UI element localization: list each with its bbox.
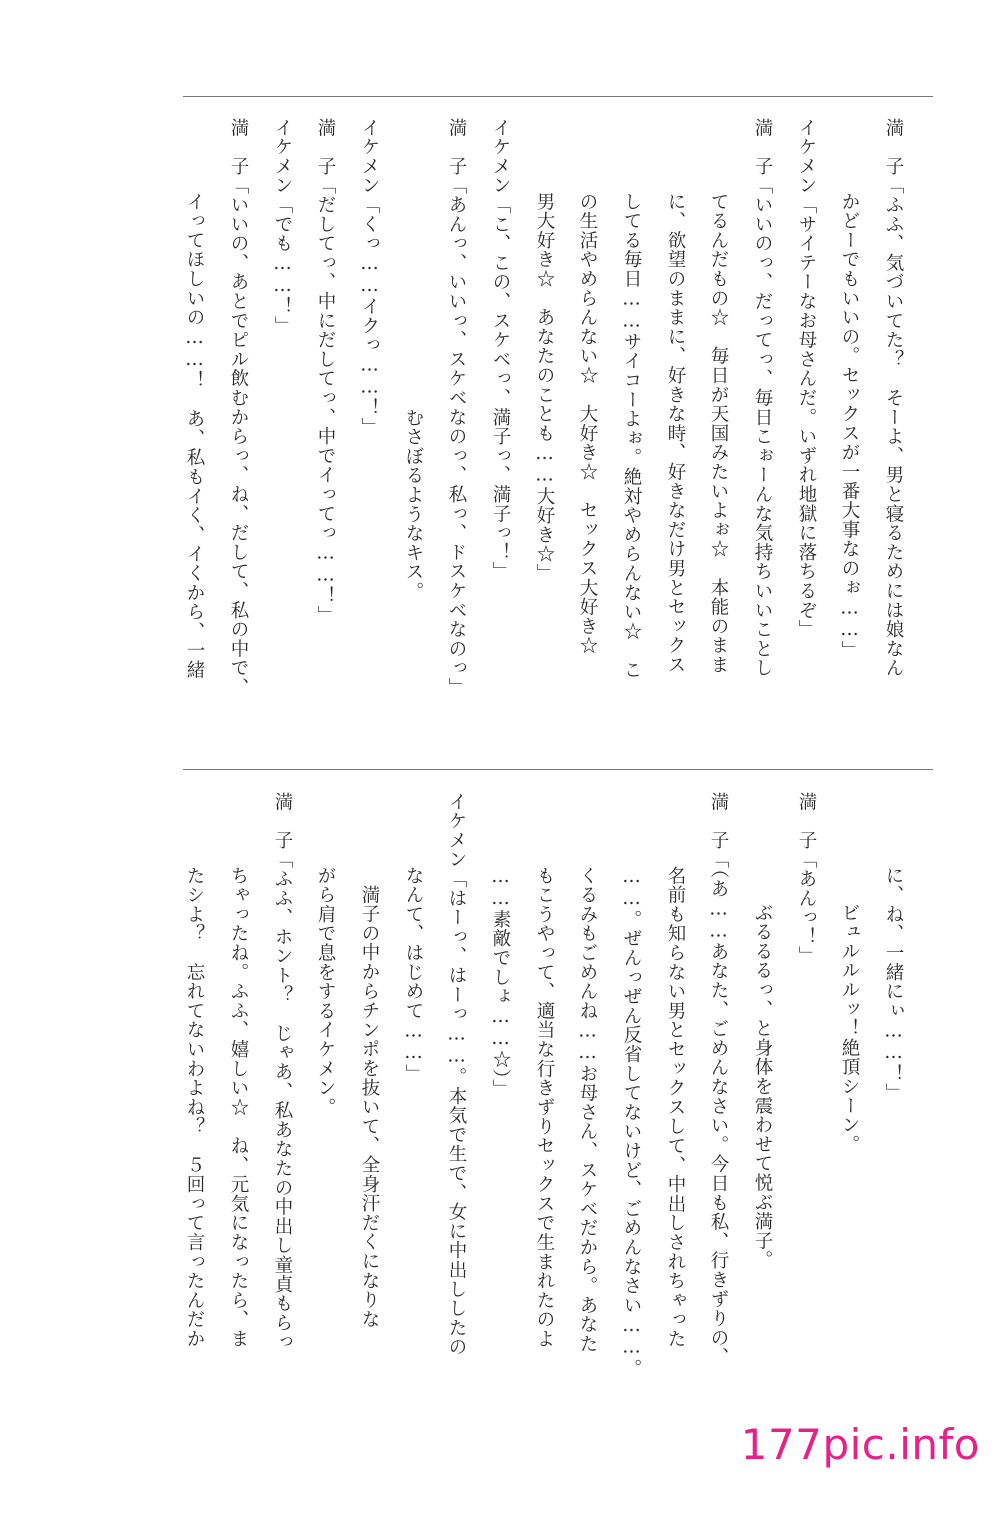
dialogue-line: イケメン「サイテーなお母さんだ。いずれ地獄に落ちるぞ」 xyxy=(796,118,817,640)
dialogue-line: くるみもごめんね……お母さん、スケベだから。あなた xyxy=(577,866,598,1354)
dialogue-line: 満 子「ふふ、ホント？ じゃあ、私あなたの中出し童貞もらっ xyxy=(272,792,293,1352)
dialogue-line: ちゃったね。ふふ、嬉しい☆ ね、元気になったら、ま xyxy=(228,866,249,1349)
stage-direction: ビュルルルッ！絶頂シーン。 xyxy=(839,903,860,1154)
dialogue-line: ……。ぜんっぜん反省してないけど、ごめんなさい……。 xyxy=(621,866,642,1378)
dialogue-line: 満 子「（あ……あなた、ごめんなさい。今日も私、行きずりの、 xyxy=(708,792,729,1367)
scan-edge-smudge xyxy=(440,0,960,18)
dialogue-line: 満 子「だしてっ、中にだしてっ、中でイってっ……！」 xyxy=(315,118,336,625)
dialogue-line: イケメン「はーっ、はーっ……。本気で生で、女に中出ししたの xyxy=(446,792,467,1357)
stage-direction: がら肩で息をするイケメン。 xyxy=(315,866,336,1117)
dialogue-line: 満 子「ふふ、気づいてた？ そーよ、男と寝るためには娘なん xyxy=(883,118,904,678)
dialogue-line: たシよ？ 忘れてないわよね？ ５回って言ったんだか xyxy=(184,866,205,1349)
stage-direction: むさぼるようなキス。 xyxy=(403,408,424,601)
top-dialogue-panel xyxy=(183,118,933,758)
dialogue-line: もこうやって、適当な行きずりセックスで生まれたのよ xyxy=(534,866,555,1349)
dialogue-line: に、欲望のままに、好きな時、好きなだけ男とセックス xyxy=(665,192,686,675)
dialogue-line: 満 子「あんっ！」 xyxy=(796,792,817,966)
dialogue-line: 満 子「いいの、あとでピル飲むからっ、ね、だして、私の中で、 xyxy=(228,118,249,698)
dialogue-line: 満 子「いいのっ、だってっ、毎日こぉーんな気持ちいいことし xyxy=(752,118,773,678)
stage-direction: ぶるるるっ、と身体を震わせて悦ぶ満子。 xyxy=(752,903,773,1270)
dialogue-line: 男大好き☆ あなたのことも……大好き☆」 xyxy=(534,192,555,583)
dialogue-line: かどーでもいいの。セックスが一番大事なのぉ……」 xyxy=(839,192,860,661)
dialogue-line: ……素敵でしょ……☆）」 xyxy=(490,866,511,1099)
dialogue-line: 満 子「あんっ、いいっ、スケベなのっ、私っ、ドスケベなのっ」 xyxy=(446,118,467,698)
dialogue-line: なんて、はじめて……」 xyxy=(403,866,424,1084)
dialogue-line: イケメン「でも……！」 xyxy=(272,118,293,336)
bottom-panel-rule xyxy=(183,769,933,770)
bottom-dialogue-panel xyxy=(183,792,933,1432)
dialogue-line: イケメン「こ、この、スケベっ、満子っ、満子っ！」 xyxy=(490,118,511,582)
dialogue-line: してる毎日……サイコーよぉ。絶対やめらんない☆ こ xyxy=(621,192,642,680)
dialogue-line: に、ね、一緒にぃ……！」 xyxy=(883,866,904,1103)
site-watermark: 177pic.info xyxy=(740,1420,980,1469)
top-panel-rule xyxy=(183,96,933,97)
dialogue-line: の生活やめらんない☆ 大好き☆ セックス大好き☆ xyxy=(577,192,598,656)
dialogue-line: 名前も知らない男とセックスして、中出しされちゃった xyxy=(665,866,686,1349)
dialogue-line: てるんだもの☆ 毎日が天国みたいよぉ☆ 本能のまま xyxy=(708,192,729,675)
dialogue-line: イってほしいの……！ あ、私もイく、イくから、一緒 xyxy=(184,192,205,680)
dialogue-line: イケメン「くっ……イクっ……！」 xyxy=(359,118,380,437)
stage-direction: 満子の中からチンポを抜いて、全身汗だくになりな xyxy=(359,885,380,1329)
